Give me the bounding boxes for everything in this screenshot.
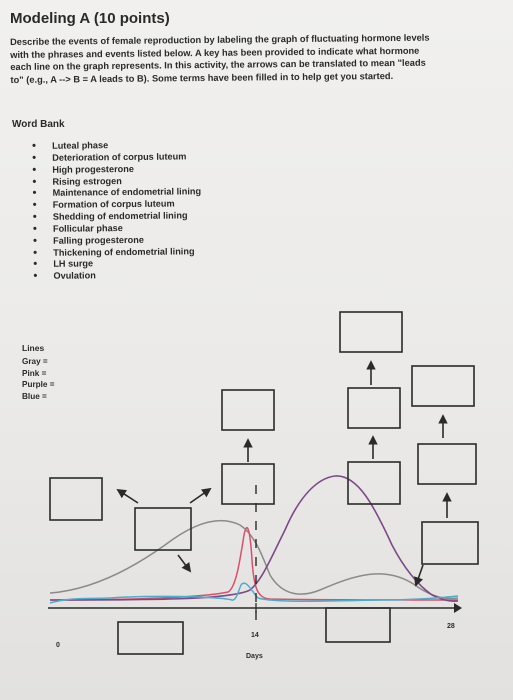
bullet-icon: • [32, 187, 37, 200]
key-entry: Blue = [22, 391, 47, 401]
answer-box[interactable] [135, 508, 191, 550]
answer-box[interactable] [418, 444, 476, 484]
answer-box[interactable] [348, 462, 400, 504]
purple-hormone-curve [50, 476, 458, 601]
word-bank-term: Rising estrogen [52, 175, 122, 187]
answer-box[interactable] [118, 622, 183, 654]
word-bank-term: Luteal phase [51, 140, 109, 151]
x-axis-arrowhead [454, 603, 462, 613]
x-tick-label-28: 28 [447, 623, 455, 630]
instruction-line: each line on the graph represents. In this activity, the arrows can be translated to mean "leads [10, 57, 426, 72]
word-bank-title: Word Bank [12, 119, 65, 130]
x-tick-label-14: 14 [251, 632, 259, 639]
word-bank-term: Falling progesterone [52, 234, 144, 246]
bullet-icon: • [32, 151, 37, 164]
word-bank-term: High progesterone [52, 163, 135, 175]
x-tick-label-0: 0 [56, 642, 60, 649]
answer-box[interactable] [348, 388, 400, 428]
word-bank-term: Shedding of endometrial lining [52, 210, 188, 222]
pink-hormone-curve [50, 528, 458, 600]
page-title: Modeling A (10 points) [10, 10, 170, 27]
bullet-icon: • [32, 211, 37, 224]
bullet-icon: • [32, 199, 37, 212]
instruction-line: Describe the events of female reproduction by labeling the graph of fluctuating hormone levels [10, 32, 430, 47]
word-bank-term: Follicular phase [52, 222, 123, 234]
word-bank-term: Ovulation [53, 270, 96, 282]
x-axis-label: Days [246, 653, 263, 660]
instruction-line: to" (e.g., A --> B = A leads to B). Some terms have been filled in to help get you started. [10, 70, 394, 85]
answer-box[interactable] [222, 390, 274, 430]
word-bank-term: Formation of corpus luteum [52, 198, 175, 211]
bullet-icon: • [31, 139, 36, 152]
arrow-up-right [190, 489, 210, 503]
word-bank-term: Maintenance of endometrial lining [52, 186, 202, 199]
key-entry: Pink = [22, 368, 47, 378]
key-title: Lines [22, 343, 45, 353]
answer-box[interactable] [412, 366, 474, 406]
key-entry: Gray = [22, 357, 48, 366]
bullet-icon: • [32, 234, 37, 247]
word-bank-term: Thickening of endometrial lining [53, 245, 195, 258]
word-bank-term: Deterioration of corpus luteum [52, 151, 187, 163]
answer-box[interactable] [340, 312, 402, 352]
arrow-down [416, 565, 423, 585]
word-bank-term: LH surge [53, 258, 94, 270]
key-entry: Purple = [22, 380, 55, 389]
answer-box[interactable] [222, 464, 274, 504]
arrow-down-right [178, 555, 190, 571]
bullet-icon: • [33, 270, 38, 283]
bullet-icon: • [33, 246, 38, 259]
bullet-icon: • [32, 163, 37, 176]
answer-box[interactable] [422, 522, 478, 564]
bullet-icon: • [32, 222, 37, 235]
arrow-up-left [118, 490, 138, 503]
answer-box[interactable] [326, 608, 390, 642]
bullet-icon: • [33, 258, 38, 271]
instruction-line: with the phrases and events listed below. A key has been provided to indicate what hormone [10, 45, 420, 60]
answer-box[interactable] [50, 478, 102, 520]
bullet-icon: • [32, 175, 37, 188]
